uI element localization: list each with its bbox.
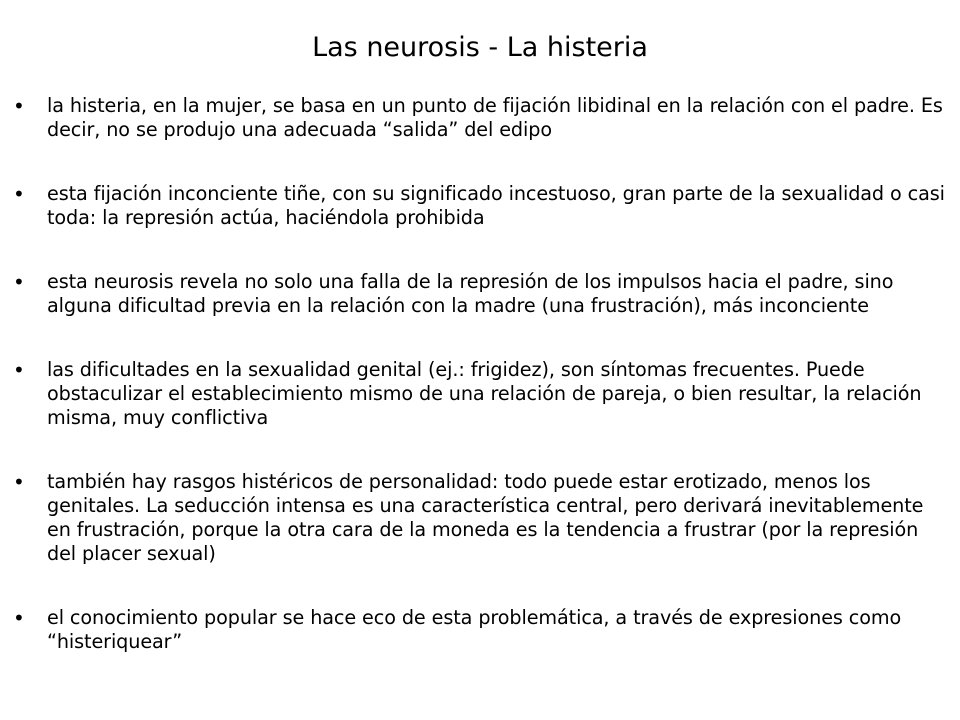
bullet-icon: • — [13, 606, 25, 630]
bullet-item — [0, 470, 960, 566]
slide-title: Las neurosis - La histeria — [312, 32, 648, 63]
bullet-icon: • — [13, 182, 25, 206]
bullet-item — [0, 94, 960, 142]
bullet-item — [0, 270, 960, 318]
bullet-icon: • — [13, 470, 25, 494]
bullet-text: la histeria, en la mujer, se basa en un punto de fijación libidinal en la relación con el padre. Es decir, no se produjo una adecuada “salida” del edipo — [47, 94, 943, 141]
bullet-text: el conocimiento popular se hace eco de esta problemática, a través de expresiones como “histeriquear” — [47, 606, 902, 653]
bullet-text: también hay rasgos histéricos de personalidad: todo puede estar erotizado, menos los genitales. La seducción intensa es una característica central, pero derivará inevitablemente en frustración, porque la otra cara de la moneda es la tendencia a frustrar (por la represión del placer sexual) — [47, 470, 924, 565]
bullet-item — [0, 182, 960, 230]
bullet-text: esta neurosis revela no solo una falla de la represión de los impulsos hacia el padre, sino alguna dificultad previa en la relación con la madre (una frustración), más inconciente — [47, 270, 894, 317]
bullet-icon: • — [13, 94, 25, 118]
bullet-icon: • — [13, 270, 25, 294]
bullet-text: las dificultades en la sexualidad genital (ej.: frigidez), son síntomas frecuentes. Puede obstaculizar el establecimiento mismo de una relación de pareja, o bien resultar, la relación misma, muy conflictiva — [47, 358, 922, 429]
bullet-text: esta fijación inconciente tiñe, con su significado incestuoso, gran parte de la sexualidad o casi toda: la represión actúa, haciéndola prohibida — [47, 182, 945, 229]
bullet-list — [0, 94, 960, 694]
bullet-icon: • — [13, 358, 25, 382]
bullet-item — [0, 358, 960, 430]
bullet-item — [0, 606, 960, 654]
